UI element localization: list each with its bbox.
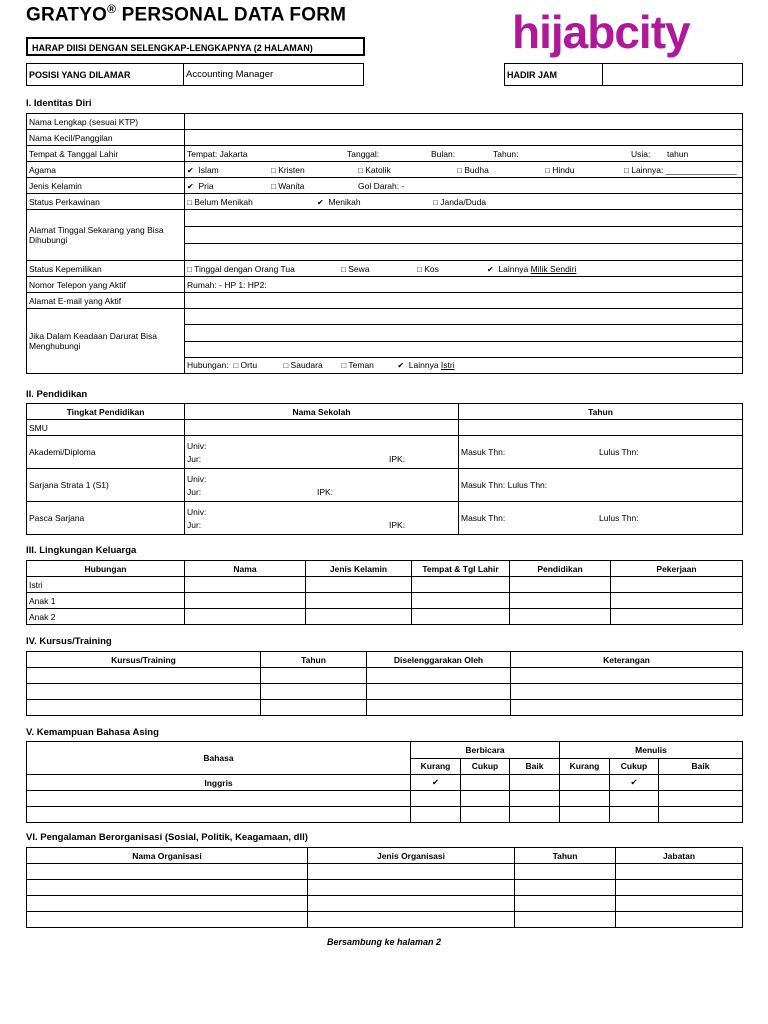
table-row: Anak 1	[27, 593, 743, 609]
table-row	[27, 880, 743, 896]
birth-year: Tahun:	[493, 148, 519, 159]
checkbox-icon: □	[433, 197, 438, 207]
marital-label: Status Perkawinan	[27, 194, 185, 210]
checkmark-icon: ✔	[487, 264, 494, 274]
ownership-option-other[interactable]: ✔ Lainnya Milik Sendiri	[487, 263, 577, 274]
table-row	[27, 791, 743, 807]
checkmark-icon: ✔	[187, 165, 194, 175]
edu-diploma-school[interactable]: Univ: Jur: IPK:	[185, 436, 459, 469]
checkbox-icon: □	[624, 165, 629, 175]
full-name-field[interactable]	[185, 114, 743, 130]
religion-options	[185, 162, 743, 178]
language-table: Bahasa Berbicara Menulis Kurang Cukup Baik Kurang Cukup Baik Inggris ✔ ✔	[26, 741, 743, 823]
birth-place: Tempat: Jakarta	[187, 148, 248, 159]
family-header-relation: Hubungan	[27, 561, 185, 577]
checkbox-icon: □	[341, 264, 346, 274]
checkbox-icon: □	[545, 165, 550, 175]
language-header: Bahasa	[27, 742, 411, 775]
emergency-label: Jika Dalam Keadaan Darurat Bisa Menghubungi	[27, 309, 185, 374]
checkbox-icon: □	[271, 165, 276, 175]
nickname-field[interactable]	[185, 130, 743, 146]
training-header-year: Tahun	[261, 652, 367, 668]
checkmark-icon: ✔	[317, 197, 324, 207]
relation-options	[185, 357, 743, 373]
checkmark-icon: ✔	[187, 181, 194, 191]
org-header-year: Tahun	[515, 848, 616, 864]
gender-label: Jenis Kelamin	[27, 178, 185, 194]
table-row	[27, 912, 743, 928]
edu-s1-school[interactable]: Univ: Jur: IPK:	[185, 469, 459, 502]
edu-diploma-year[interactable]: Masuk Thn: Lulus Thn:	[459, 436, 743, 469]
position-table	[26, 63, 364, 86]
edu-smu-label: SMU	[27, 420, 185, 436]
section-4-title: IV. Kursus/Training	[26, 636, 112, 647]
ownership-options	[185, 261, 743, 277]
section-3-title: III. Lingkungan Keluarga	[26, 545, 137, 556]
phone-field[interactable]: Rumah: - HP 1: HP2:	[185, 277, 743, 293]
relation-option-teman[interactable]: □ Teman	[341, 360, 374, 371]
edu-header-level: Tingkat Pendidikan	[27, 404, 185, 420]
birth-month: Bulan:	[431, 148, 456, 159]
section-5-title: V. Kemampuan Bahasa Asing	[26, 727, 159, 738]
blood-type: Gol Darah: -	[358, 180, 405, 191]
position-value[interactable]: Accounting Manager	[184, 64, 364, 86]
checkbox-icon: □	[233, 361, 239, 371]
family-header-name: Nama	[185, 561, 306, 577]
marital-options	[185, 194, 743, 210]
checkbox-icon: □	[457, 165, 462, 175]
ownership-option-kos[interactable]: □ Kos	[417, 263, 439, 274]
family-header-birth: Tempat & Tgl Lahir	[412, 561, 510, 577]
edu-pasca-year[interactable]: Masuk Thn: Lulus Thn:	[459, 502, 743, 535]
address-line-2[interactable]	[185, 227, 743, 244]
nickname-label: Nama Kecil/Panggilan	[27, 130, 185, 146]
checkmark-icon[interactable]: ✔	[411, 775, 461, 791]
marital-option-single[interactable]: □ Belum Menikah	[187, 196, 253, 207]
religion-label: Agama	[27, 162, 185, 178]
religion-option-kristen[interactable]: □ Kristen	[271, 164, 305, 175]
attend-label: HADIR JAM	[505, 64, 603, 86]
section-2-title: II. Pendidikan	[26, 389, 88, 400]
relation-option-other[interactable]: ✔ Lainnya Istri	[397, 360, 455, 371]
family-header-gender: Jenis Kelamin	[306, 561, 412, 577]
org-header-type: Jenis Organisasi	[308, 848, 515, 864]
checkmark-icon: ✔	[397, 361, 405, 371]
org-header-position: Jabatan	[616, 848, 743, 864]
organization-table	[26, 847, 743, 928]
ownership-option-parents[interactable]: □ Tinggal dengan Orang Tua	[187, 263, 295, 274]
religion-option-katolik[interactable]: □ Katolik	[358, 164, 391, 175]
ownership-option-rent[interactable]: □ Sewa	[341, 263, 370, 274]
section-6-title: VI. Pengalaman Berorganisasi (Sosial, Politik, Keagamaan, dll)	[26, 832, 308, 843]
ownership-other-value: Milik Sendiri	[530, 263, 577, 274]
age-unit: tahun	[667, 148, 689, 159]
email-label: Alamat E-mail yang Aktif	[27, 293, 185, 309]
email-field[interactable]	[185, 293, 743, 309]
training-header-organizer: Diselenggarakan Oleh	[367, 652, 511, 668]
edu-s1-year[interactable]: Masuk Thn: Lulus Thn:	[459, 469, 743, 502]
checkbox-icon: □	[271, 181, 276, 191]
attend-value[interactable]	[603, 64, 743, 86]
edu-header-year: Tahun	[459, 404, 743, 420]
table-row	[27, 775, 743, 791]
education-table	[26, 403, 743, 535]
table-row	[27, 668, 743, 684]
address-line-1[interactable]	[185, 210, 743, 227]
attend-table	[504, 63, 743, 86]
edu-header-school: Nama Sekolah	[185, 404, 459, 420]
relation-other-value: Istri	[440, 360, 455, 371]
ownership-label: Status Kepemilikan	[27, 261, 185, 277]
edu-diploma-label: Akademi/Diploma	[27, 436, 185, 469]
training-header-notes: Keterangan	[511, 652, 743, 668]
gender-option-pria[interactable]: ✔ Pria	[187, 180, 214, 191]
section-1-title: I. Identitas Diri	[26, 98, 92, 109]
identity-table	[26, 113, 743, 374]
table-row	[27, 896, 743, 912]
speaking-header: Berbicara	[411, 742, 560, 759]
relation-option-saudara[interactable]: □ Saudara	[283, 360, 323, 371]
checkbox-icon: □	[187, 197, 192, 207]
table-row	[27, 700, 743, 716]
edu-s1-label: Sarjana Strata 1 (S1)	[27, 469, 185, 502]
edu-pasca-label: Pasca Sarjana	[27, 502, 185, 535]
form-title: GRATYO® PERSONAL DATA FORM	[26, 2, 347, 26]
address-line-3[interactable]	[185, 244, 743, 261]
table-row	[27, 864, 743, 880]
family-table	[26, 560, 743, 625]
table-row	[27, 807, 743, 823]
edu-smu-school[interactable]	[185, 420, 459, 436]
gender-options	[185, 178, 743, 194]
checkmark-icon[interactable]: ✔	[610, 775, 659, 791]
writing-header: Menulis	[560, 742, 743, 759]
religion-option-hindu[interactable]: □ Hindu	[545, 164, 575, 175]
language-name: Inggris	[27, 775, 411, 791]
birth-field[interactable]	[185, 146, 743, 162]
family-header-education: Pendidikan	[510, 561, 611, 577]
birth-label: Tempat & Tanggal Lahir	[27, 146, 185, 162]
phone-label: Nomor Telepon yang Aktif	[27, 277, 185, 293]
checkbox-icon: □	[358, 165, 363, 175]
religion-option-budha[interactable]: □ Budha	[457, 164, 489, 175]
marital-option-widow[interactable]: □ Janda/Duda	[433, 196, 487, 207]
checkbox-icon: □	[283, 361, 289, 371]
full-name-label: Nama Lengkap (sesuai KTP)	[27, 114, 185, 130]
marital-option-married[interactable]: ✔ Menikah	[317, 196, 361, 207]
checkbox-icon: □	[187, 264, 192, 274]
org-header-name: Nama Organisasi	[27, 848, 308, 864]
brand-logo: hijabcity	[512, 6, 690, 58]
emergency-line-1[interactable]	[185, 309, 743, 325]
relation-option-ortu[interactable]: □ Ortu	[233, 360, 258, 371]
instruction-box: HARAP DIISI DENGAN SELENGKAP-LENGKAPNYA (2 HALAMAN)	[26, 37, 365, 56]
relation-label: Hubungan:	[187, 360, 229, 371]
training-header-course: Kursus/Training	[27, 652, 261, 668]
emergency-line-2[interactable]	[185, 325, 743, 341]
age-label: Usia:	[631, 148, 651, 159]
gender-option-wanita[interactable]: □ Wanita	[271, 180, 305, 191]
edu-smu-year[interactable]	[459, 420, 743, 436]
religion-option-other[interactable]: □ Lainnya: _______________	[624, 164, 737, 175]
table-row: Anak 2	[27, 609, 743, 625]
position-label: POSISI YANG DILAMAR	[27, 64, 184, 86]
address-label: Alamat Tinggal Sekarang yang Bisa Dihubungi	[27, 210, 185, 261]
religion-option-islam[interactable]: ✔ Islam	[187, 164, 219, 175]
checkbox-icon: □	[341, 361, 347, 371]
emergency-line-3[interactable]	[185, 341, 743, 357]
training-table	[26, 651, 743, 716]
edu-pasca-school[interactable]: Univ: Jur: IPK:	[185, 502, 459, 535]
table-row: Istri	[27, 577, 743, 593]
checkbox-icon: □	[417, 264, 422, 274]
birth-date: Tanggal:	[347, 148, 380, 159]
table-row	[27, 684, 743, 700]
continued-note: Bersambung ke halaman 2	[326, 937, 442, 947]
family-header-job: Pekerjaan	[611, 561, 743, 577]
